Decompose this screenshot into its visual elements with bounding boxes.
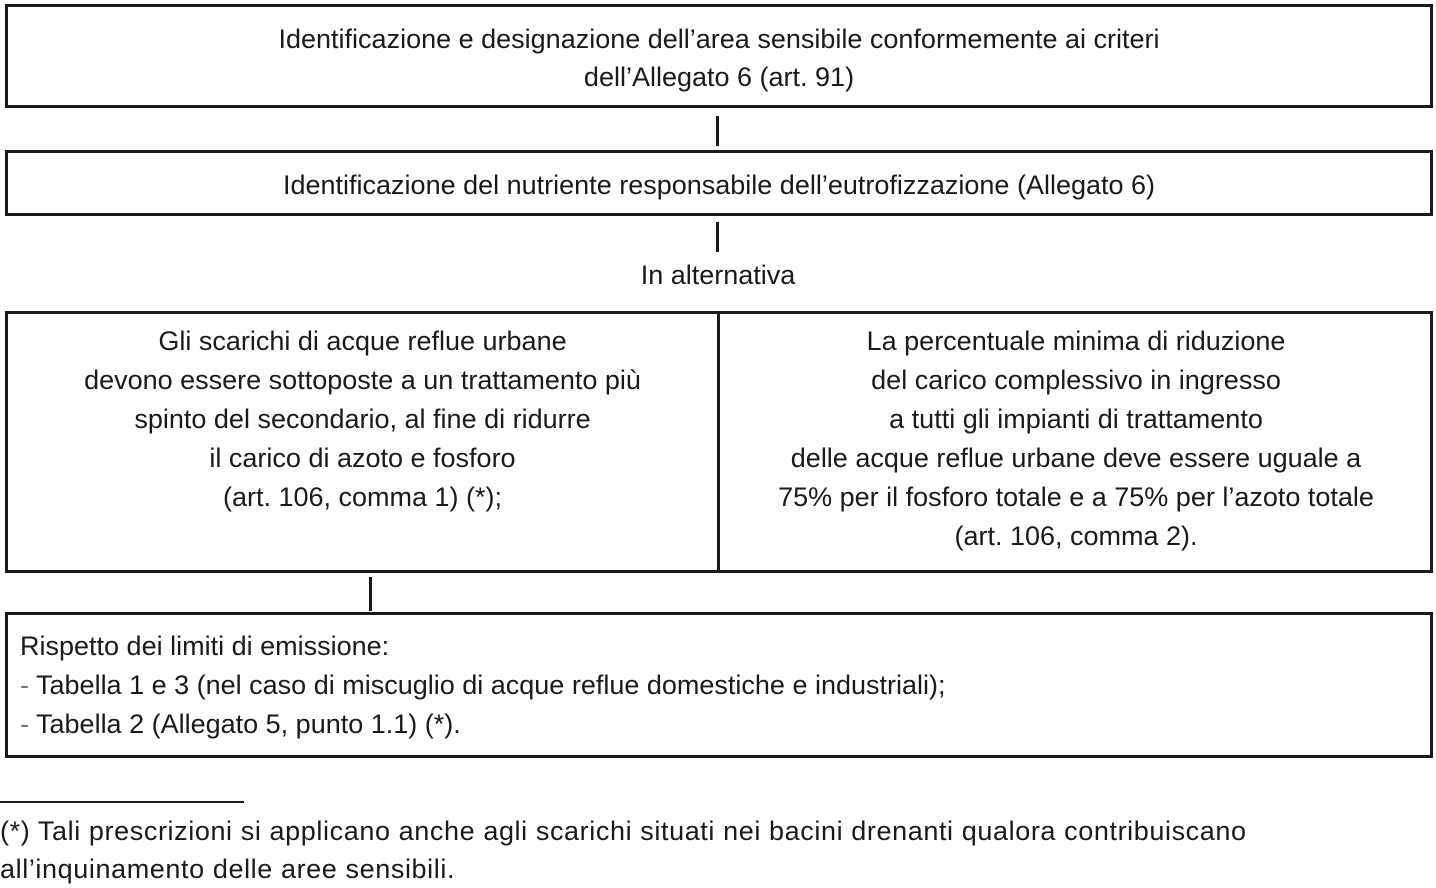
alternative-label: In alternativa bbox=[640, 260, 796, 290]
area-designation-line-2: dell’Allegato 6 (art. 91) bbox=[583, 62, 855, 92]
option-reduction-line: del carico complessivo in ingresso bbox=[871, 365, 1281, 395]
option-reduction-line: delle acque reflue urbane deve essere uguale a bbox=[790, 443, 1362, 473]
footnote bbox=[0, 812, 1436, 888]
emission-limits-heading: Rispetto dei limiti di emissione: bbox=[20, 631, 390, 661]
bullet-dash: - bbox=[20, 709, 37, 739]
option-treatment-line: il carico di azoto e fosforo bbox=[209, 443, 516, 473]
option-treatment-line: devono essere sottoposte a un trattamento più bbox=[84, 365, 641, 395]
footnote-line-2: all’inquinamento delle aree sensibili. bbox=[0, 854, 456, 884]
option-reduction-line: La percentuale minima di riduzione bbox=[866, 326, 1286, 356]
option-reduction-line: a tutti gli impianti di trattamento bbox=[889, 404, 1263, 434]
option-treatment-line: spinto del secondario, al fine di ridurre bbox=[134, 404, 591, 434]
emission-limits-item bbox=[20, 666, 946, 705]
area-designation-line-1: Identificazione e designazione dell’area sensibile conformemente ai criteri bbox=[278, 24, 1160, 54]
area-designation-text bbox=[8, 7, 1430, 96]
emission-limits-item bbox=[20, 705, 946, 744]
option-treatment-line: (art. 106, comma 1) (*); bbox=[222, 482, 503, 512]
emission-limits-text bbox=[20, 627, 946, 744]
option-reduction-line: 75% per il fosforo totale e a 75% per l’azoto totale bbox=[778, 482, 1374, 512]
connector-line-2 bbox=[716, 222, 719, 252]
footnote-rule bbox=[0, 801, 244, 803]
emission-limits-item-text: Tabella 2 (Allegato 5, punto 1.1) (*). bbox=[36, 709, 461, 739]
bullet-dash: - bbox=[20, 670, 37, 700]
nutrient-identification-box bbox=[5, 150, 1433, 216]
emission-limits-box bbox=[5, 612, 1433, 758]
area-designation-box bbox=[5, 4, 1433, 108]
emission-limits-item-text: Tabella 1 e 3 (nel caso di miscuglio di acque reflue domestiche e industriali); bbox=[36, 670, 946, 700]
connector-line-3 bbox=[369, 577, 372, 611]
nutrient-identification-text: Identificazione del nutriente responsabile dell’eutrofizzazione (Allegato 6) bbox=[282, 170, 1156, 200]
option-reduction-line: (art. 106, comma 2). bbox=[954, 521, 1198, 551]
connector-line-1 bbox=[716, 116, 719, 146]
option-treatment-line: Gli scarichi di acque reflue urbane bbox=[158, 326, 567, 356]
option-reduction-text bbox=[720, 322, 1432, 556]
option-treatment-text bbox=[8, 322, 717, 517]
footnote-line-1: (*) Tali prescrizioni si applicano anche agli scarichi situati nei bacini drenanti qualora contribuiscano bbox=[0, 816, 1247, 846]
